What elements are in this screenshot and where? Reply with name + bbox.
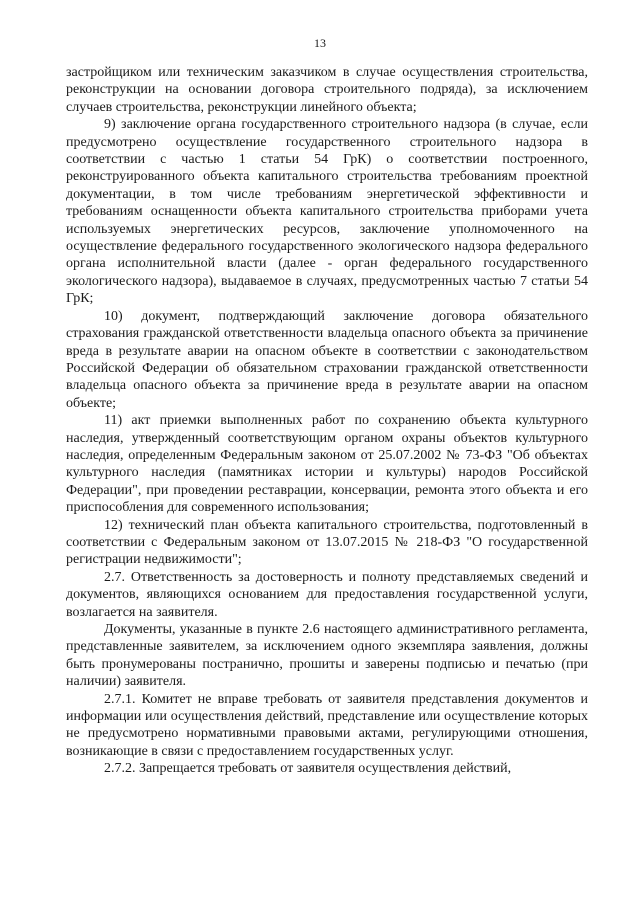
paragraph-7: Документы, указанные в пункте 2.6 настоящего административного регламента, представленные заявителем, за исключением одного экземпляра заявления, должны быть пронумерованы постранично, прошиты и заверены подписью и печатью (при наличии) заявителя.: [66, 622, 588, 690]
paragraph-5: 12) технический план объекта капитального строительства, подготовленный в соответствии с Федеральным законом от 13.07.2015 № 218-ФЗ "О государственной регистрации недвижимости";: [66, 517, 588, 568]
paragraph-2: 9) заключение органа государственного строительного надзора (в случае, если предусмотрено осуществление государственного строительного надзора в соответствии с частью 1 статьи 54 ГрК) о соответствии построенного, реконструированного объекта капитального строительства требованиям проектной документации, в том числе требованиям энергетической эффективности и требованиям оснащенности объекта капитального строительства приборами учета используемых энергетических ресурсов, заключение уполномоченного на осуществление федерального государственного экологического надзора федерального органа исполнительной власти (далее - орган федерального государственного экологического надзора), выдаваемое в случаях, предусмотренных частью 7 статьи 54 ГрК;: [66, 117, 588, 307]
paragraph-8: 2.7.1. Комитет не вправе требовать от заявителя представления документов и информации или осуществления действий, представление или осуществление которых не предусмотрено нормативными правовыми актами, регулирующими отношения, возникающие в связи с предоставлением государственных услуг.: [66, 691, 588, 759]
document-body: [66, 64, 588, 778]
page-number: 13: [314, 36, 326, 50]
paragraph-3: 10) документ, подтверждающий заключение договора обязательного страхования гражданской ответственности владельца опасного объекта за причинение вреда в результате аварии на опасном объекте в соответствии с законодательством Российской Федерации об обязательном страховании гражданской ответственности владельца опасного объекта за причинение вреда в результате аварии на опасном объекте;: [66, 308, 588, 411]
paragraph-9: 2.7.2. Запрещается требовать от заявителя осуществления действий,: [104, 761, 512, 777]
paragraph-1: застройщиком или техническим заказчиком в случае осуществления строительства, реконструкции на основании договора строительного подряда), за исключением случаев строительства, реконструкции линейного объекта;: [66, 65, 588, 115]
paragraph-6: 2.7. Ответственность за достоверность и полноту представляемых сведений и документов, являющихся основанием для предоставления государственной услуги, возлагается на заявителя.: [66, 569, 588, 620]
paragraph-4: 11) акт приемки выполненных работ по сохранению объекта культурного наследия, утвержденный соответствующим органом охраны объектов культурного наследия, определенным Федеральным законом от 25.07.2002 № 73-ФЗ "Об объектах культурного наследия (памятниках истории и культуры) народов Российской Федерации", при проведении реставрации, консервации, ремонта этого объекта и его приспособления для современного использования;: [66, 413, 588, 516]
